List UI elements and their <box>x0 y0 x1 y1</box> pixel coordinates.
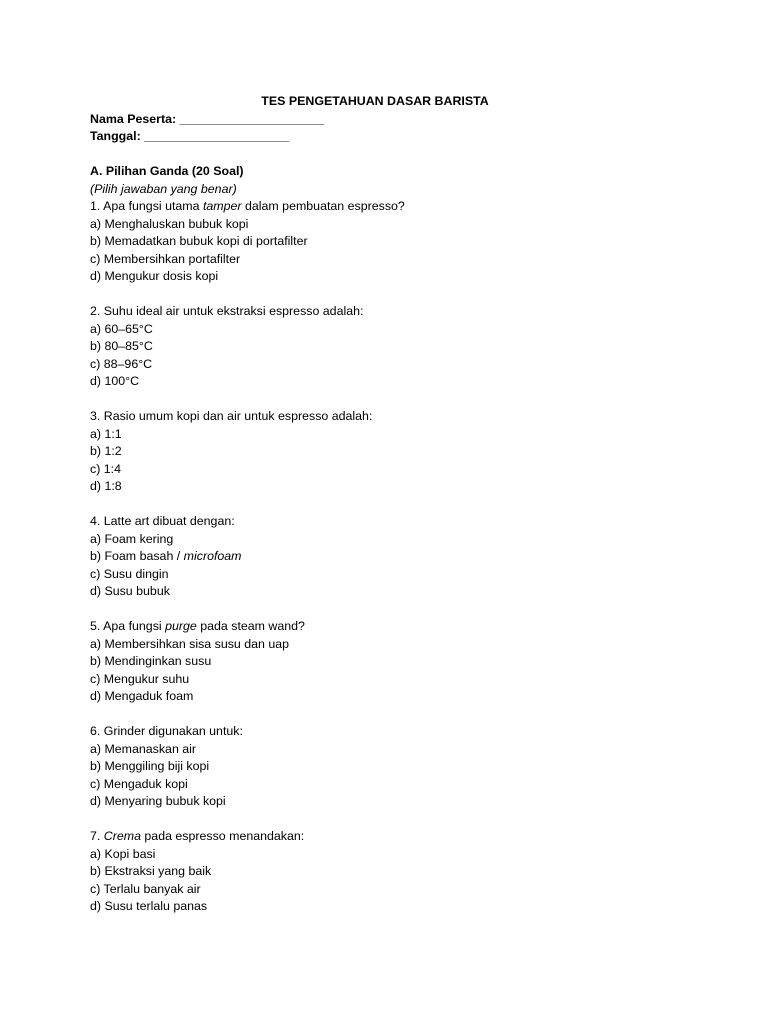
answer-option-text: b) Foam basah / <box>90 549 184 563</box>
question-text: 6. Grinder digunakan untuk: <box>90 724 243 738</box>
question-text-part: pada steam wand? <box>196 619 305 633</box>
question-text <box>90 198 690 216</box>
spacer <box>90 496 690 514</box>
spacer <box>90 391 690 409</box>
answer-option: b) 1:2 <box>90 444 122 458</box>
answer-option: d) 1:8 <box>90 479 122 493</box>
answer-option: a) Kopi basi <box>90 846 156 861</box>
participant-name-field: Nama Peserta: _____________________ <box>90 111 325 126</box>
question-block-2 <box>90 303 690 408</box>
section-instruction: (Pilih jawaban yang benar) <box>90 181 237 196</box>
answer-option: c) Mengaduk kopi <box>90 776 188 791</box>
answer-option: d) Susu terlalu panas <box>90 899 208 913</box>
answer-option: d) Mengukur dosis kopi <box>90 269 219 283</box>
answer-option: c) Terlalu banyak air <box>90 881 201 896</box>
answer-option: c) Mengukur suhu <box>90 671 190 686</box>
question-emphasis: purge <box>165 619 197 633</box>
question-block-3 <box>90 408 690 513</box>
answer-option: b) Ekstraksi yang baik <box>90 864 212 878</box>
answer-option: a) 60–65°C <box>90 321 153 336</box>
spacer <box>90 601 690 619</box>
spacer <box>90 146 690 164</box>
question-text-part: 7. <box>90 829 104 843</box>
spacer <box>90 706 690 724</box>
answer-option <box>90 548 690 566</box>
question-text <box>90 828 690 846</box>
document-title: TES PENGETAHUAN DASAR BARISTA <box>261 94 489 108</box>
answer-option: b) 80–85°C <box>90 339 153 353</box>
question-text: 3. Rasio umum kopi dan air untuk espresso adalah: <box>90 409 373 423</box>
answer-option: a) Memanaskan air <box>90 741 197 756</box>
question-text-part: 5. Apa fungsi <box>90 619 166 633</box>
answer-option: d) Menyaring bubuk kopi <box>90 794 226 808</box>
question-block-7 <box>90 828 690 916</box>
answer-option: c) Membersihkan portafilter <box>90 251 241 266</box>
answer-option: b) Mendinginkan susu <box>90 654 212 668</box>
answer-option: c) Susu dingin <box>90 566 169 581</box>
spacer <box>90 286 690 304</box>
question-text-part: pada espresso menandakan: <box>140 829 305 843</box>
answer-option: c) 1:4 <box>90 461 121 476</box>
question-block-1 <box>90 198 690 303</box>
question-block-6 <box>90 723 690 828</box>
question-block-4 <box>90 513 690 618</box>
question-text: 4. Latte art dibuat dengan: <box>90 514 235 528</box>
question-emphasis: Crema <box>103 829 141 843</box>
answer-option: d) 100°C <box>90 374 140 388</box>
question-block-5 <box>90 618 690 723</box>
answer-option: a) 1:1 <box>90 426 122 441</box>
date-field: Tanggal: _____________________ <box>90 129 289 143</box>
answer-option: a) Membersihkan sisa susu dan uap <box>90 636 290 651</box>
spacer <box>90 811 690 829</box>
answer-option: c) 88–96°C <box>90 356 153 371</box>
answer-option-emphasis: microfoam <box>183 549 242 563</box>
answer-option: a) Menghaluskan bubuk kopi <box>90 216 249 231</box>
question-text-part: dalam pembuatan espresso? <box>241 199 405 213</box>
answer-option: d) Mengaduk foam <box>90 689 194 703</box>
question-text-part: 1. Apa fungsi utama <box>90 199 203 213</box>
answer-option: b) Memadatkan bubuk kopi di portafilter <box>90 234 308 248</box>
answer-option: d) Susu bubuk <box>90 584 170 598</box>
answer-option: a) Foam kering <box>90 531 174 546</box>
question-emphasis: tamper <box>202 199 242 213</box>
section-heading: A. Pilihan Ganda (20 Soal) <box>90 164 244 178</box>
question-text <box>90 618 690 636</box>
question-text: 2. Suhu ideal air untuk ekstraksi espresso adalah: <box>90 304 364 318</box>
document-page <box>90 93 690 916</box>
answer-option: b) Menggiling biji kopi <box>90 759 210 773</box>
